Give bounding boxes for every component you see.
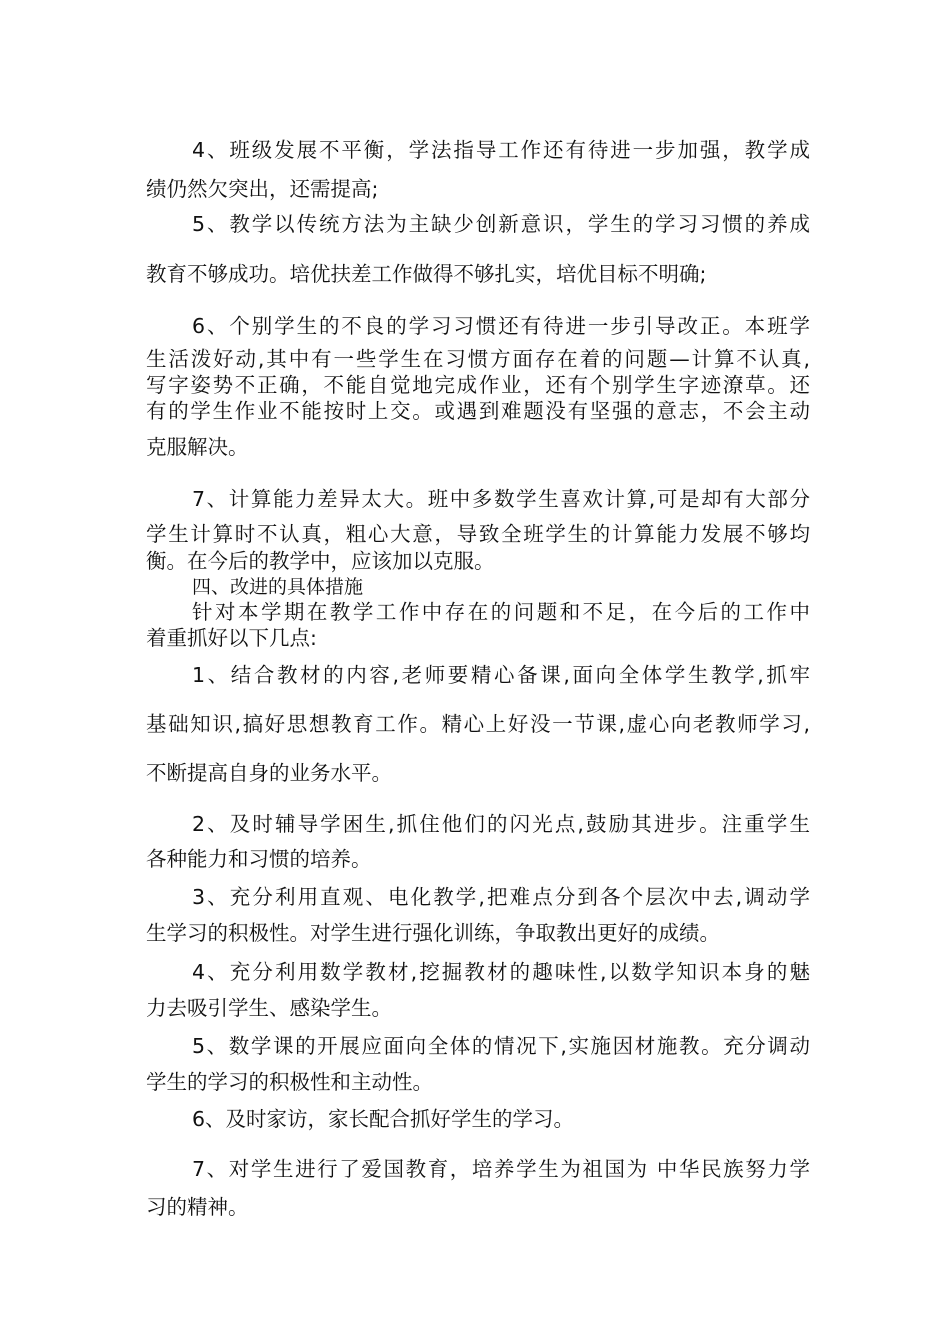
paragraph-line: 1、结合教材的内容,老师要精心备课,面向全体学生教学,抓牢 [192,663,810,687]
paragraph-line: 生活泼好动,其中有一些学生在习惯方面存在着的问题—计算不认真, [146,347,810,371]
paragraph-line: 针对本学期在教学工作中存在的问题和不足，在今后的工作中 [192,600,810,624]
paragraph-line: 4、班级发展不平衡，学法指导工作还有待进一步加强，教学成 [192,138,810,162]
paragraph-line: 6、个别学生的不良的学习习惯还有待进一步引导改正。本班学 [192,314,810,338]
paragraph-line: 衡。在今后的教学中，应该加以克服。 [146,549,495,573]
paragraph-line: 4、充分利用数学教材,挖掘教材的趣味性,以数学知识本身的魅 [192,960,810,984]
paragraph-line: 5、数学课的开展应面向全体的情况下,实施因材施教。充分调动 [192,1034,810,1058]
paragraph-line: 绩仍然欠突出，还需提高; [146,177,379,201]
paragraph-line: 有的学生作业不能按时上交。或遇到难题没有坚强的意志，不会主动 [146,399,810,423]
paragraph-line: 各种能力和习惯的培养。 [146,847,372,871]
paragraph-line: 生学习的积极性。对学生进行强化训练，争取教出更好的成绩。 [146,921,720,945]
paragraph-line: 2、及时辅导学困生,抓住他们的闪光点,鼓励其进步。注重学生 [192,812,810,836]
paragraph-line: 克服解决。 [146,435,249,459]
section-heading: 四、改进的具体措施 [192,576,364,598]
paragraph-line: 基础知识,搞好思想教育工作。精心上好没一节课,虚心向老教师学习, [146,712,810,736]
paragraph-line: 7、对学生进行了爱国教育，培养学生为祖国为 中华民族努力学 [192,1157,810,1181]
paragraph-line: 6、及时家访，家长配合抓好学生的学习。 [192,1107,575,1131]
paragraph-line: 不断提高自身的业务水平。 [146,761,392,785]
paragraph-line: 习的精神。 [146,1195,249,1219]
paragraph-line: 着重抓好以下几点: [146,626,317,650]
paragraph-line: 3、充分利用直观、电化教学,把难点分到各个层次中去,调动学 [192,885,810,909]
paragraph-line: 教育不够成功。培优扶差工作做得不够扎实，培优目标不明确; [146,262,707,286]
paragraph-line: 写字姿势不正确，不能自觉地完成作业，还有个别学生字迹潦草。还 [146,373,810,397]
paragraph-line: 学生计算时不认真，粗心大意，导致全班学生的计算能力发展不够均 [146,522,810,546]
paragraph-line: 7、计算能力差异太大。班中多数学生喜欢计算,可是却有大部分 [192,487,810,511]
paragraph-line: 5、教学以传统方法为主缺少创新意识，学生的学习习惯的养成 [192,212,810,236]
paragraph-line: 力去吸引学生、感染学生。 [146,996,392,1020]
paragraph-line: 学生的学习的积极性和主动性。 [146,1070,433,1094]
